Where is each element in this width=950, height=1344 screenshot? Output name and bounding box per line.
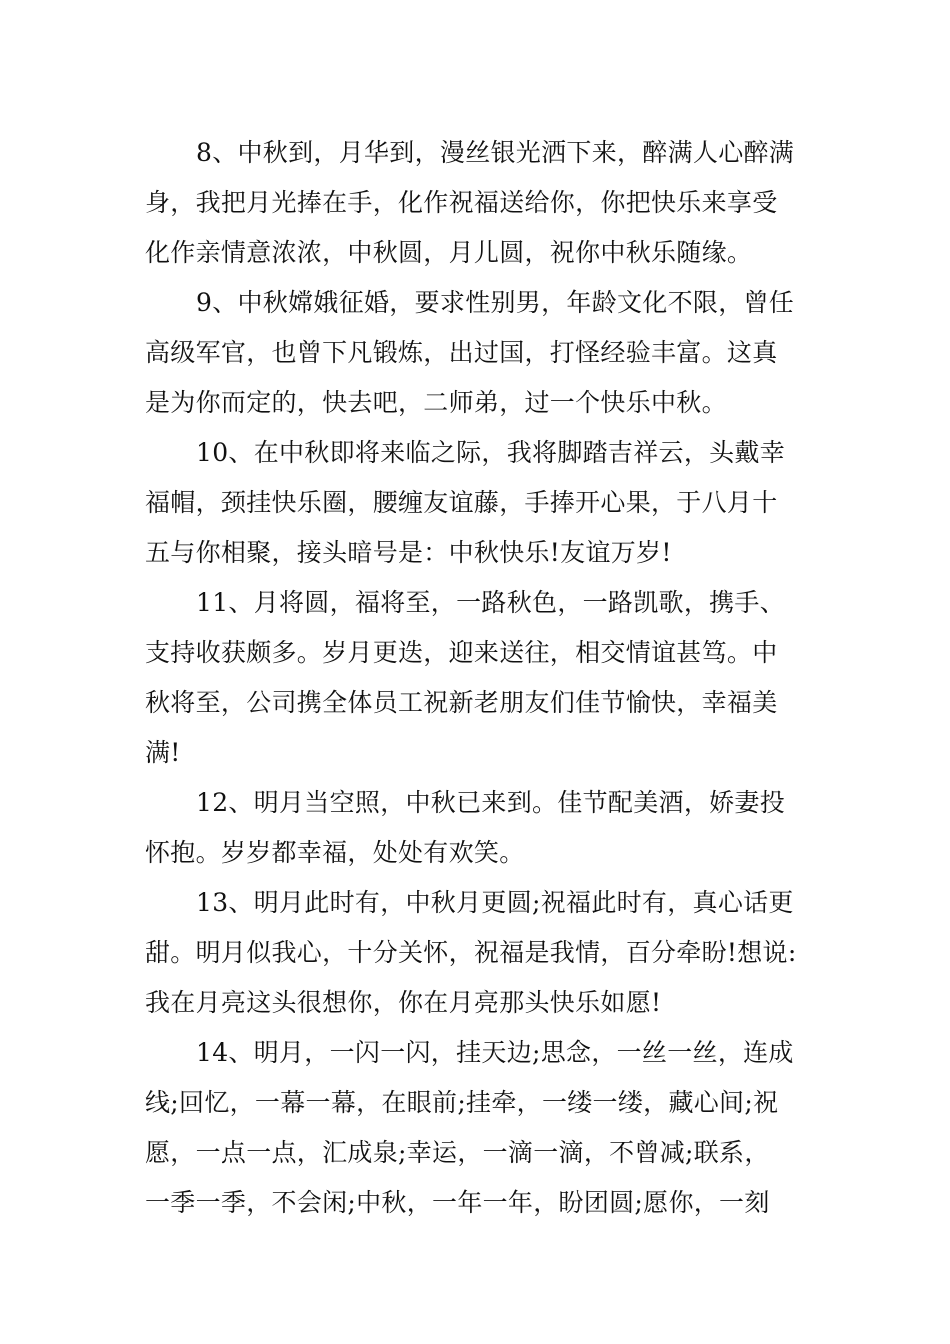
paragraph-14-line-1: 14、明月，一闪一闪，挂天边;思念，一丝一丝，连成 xyxy=(196,1038,794,1067)
paragraph-14-line-4: 一季一季，不会闲;中秋，一年一年，盼团圆;愿你，一刻 xyxy=(145,1188,770,1217)
paragraph-10-line-3: 五与你相聚，接头暗号是：中秋快乐!友谊万岁! xyxy=(145,538,672,567)
paragraph-10-line-2: 福帽，颈挂快乐圈，腰缠友谊藤，手捧开心果，于八月十 xyxy=(145,488,778,517)
paragraph-9-line-1: 9、中秋嫦娥征婚，要求性别男，年龄文化不限，曾任 xyxy=(196,288,795,317)
paragraph-9-line-3: 是为你而定的，快去吧，二师弟，过一个快乐中秋。 xyxy=(145,388,727,417)
paragraph-11-line-3: 秋将至，公司携全体员工祝新老朋友们佳节愉快，幸福美 xyxy=(145,688,778,717)
paragraph-8-line-1: 8、中秋到，月华到，漫丝银光洒下来，醉满人心醉满 xyxy=(196,138,795,167)
paragraph-13-line-2: 甜。明月似我心，十分关怀，祝福是我情，百分牵盼!想说: xyxy=(145,938,797,967)
paragraph-13-line-1: 13、明月此时有，中秋月更圆;祝福此时有，真心话更 xyxy=(196,888,794,917)
paragraph-11-line-2: 支持收获颇多。岁月更迭，迎来送往，相交情谊甚笃。中 xyxy=(145,638,778,667)
paragraph-14-line-2: 线;回忆，一幕一幕，在眼前;挂牵，一缕一缕，藏心间;祝 xyxy=(145,1088,779,1117)
paragraph-14-line-3: 愿，一点一点，汇成泉;幸运，一滴一滴，不曾减;联系， xyxy=(145,1138,770,1167)
paragraph-12-line-1: 12、明月当空照，中秋已来到。佳节配美酒，娇妻投 xyxy=(196,788,786,817)
paragraph-9-line-2: 高级军官，也曾下凡锻炼，出过国，打怪经验丰富。这真 xyxy=(145,338,778,367)
paragraph-11-line-4: 满! xyxy=(145,738,181,767)
paragraph-10-line-1: 10、在中秋即将来临之际，我将脚踏吉祥云，头戴幸 xyxy=(196,438,786,467)
paragraph-12-line-2: 怀抱。岁岁都幸福，处处有欢笑。 xyxy=(145,838,525,867)
paragraph-11-line-1: 11、月将圆，福将至，一路秋色，一路凯歌，携手、 xyxy=(196,588,786,617)
paragraph-13-line-3: 我在月亮这头很想你，你在月亮那头快乐如愿! xyxy=(145,988,662,1017)
paragraph-8-line-3: 化作亲情意浓浓，中秋圆，月儿圆，祝你中秋乐随缘。 xyxy=(145,238,753,267)
paragraph-8-line-2: 身，我把月光捧在手，化作祝福送给你，你把快乐来享受 xyxy=(145,188,778,217)
